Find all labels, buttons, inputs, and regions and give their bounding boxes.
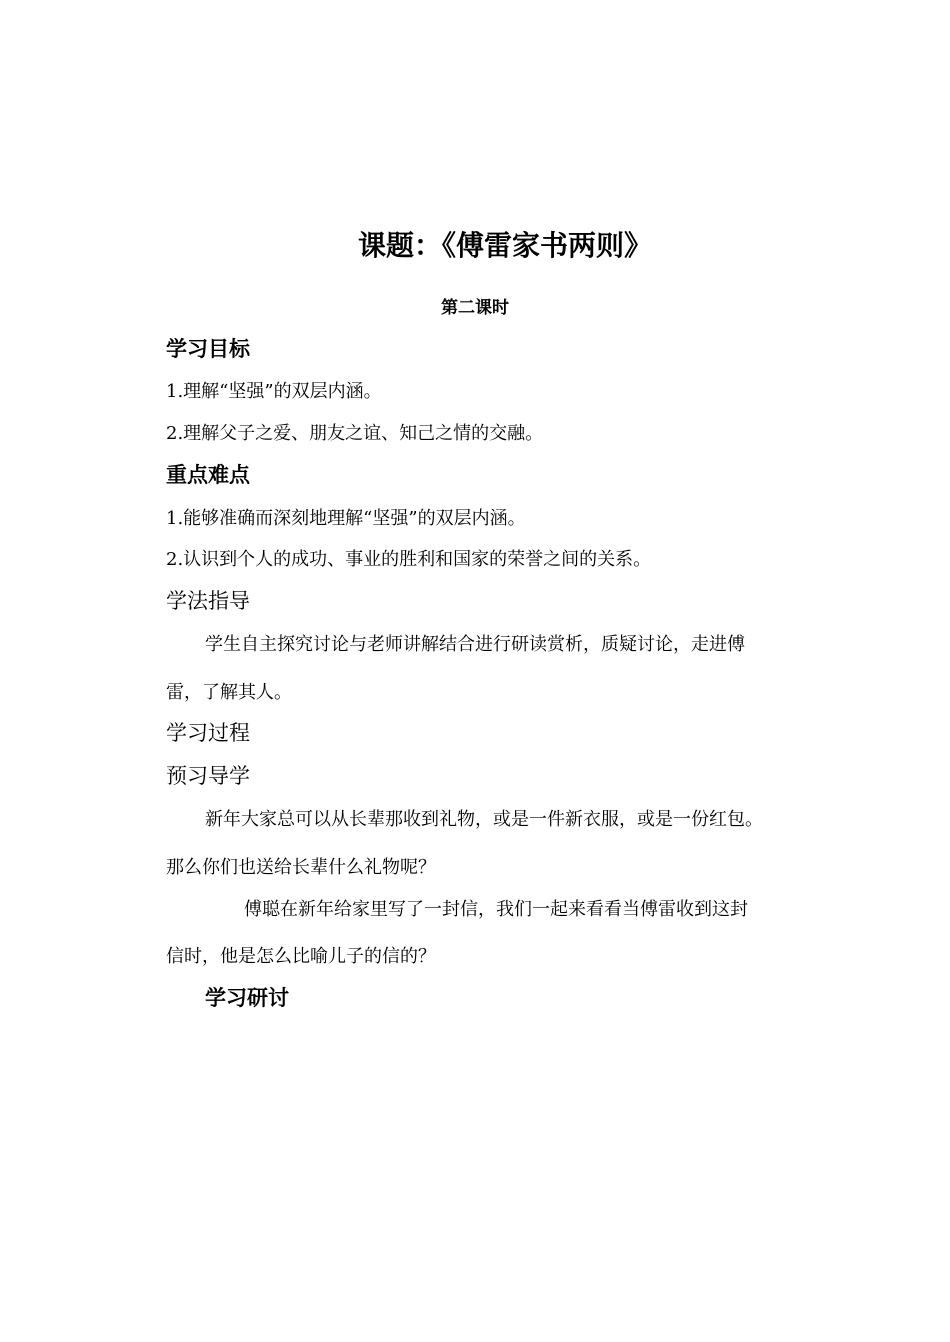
key-point-item-2: 2.认识到个人的成功、事业的胜利和国家的荣誉之间的关系。 — [166, 549, 652, 570]
goal-item-1: 1.理解“坚强”的双层内涵。 — [166, 381, 382, 402]
preview-paragraph1-line-2: 那么你们也送给长辈什么礼物呢？ — [166, 857, 436, 878]
method-paragraph-line-1: 学生自主探究讨论与老师讲解结合进行研读赏析，质疑讨论，走进傅 — [205, 634, 745, 655]
section-heading-process: 学习过程 — [166, 721, 250, 745]
goal-item-2: 2.理解父子之爱、朋友之谊、知己之情的交融。 — [166, 423, 544, 444]
preview-paragraph2-line-2: 信时，他是怎么比喻儿子的信的？ — [166, 946, 436, 967]
section-heading-preview: 预习导学 — [166, 764, 250, 788]
document-title: 课题：《傅雷家书两则》 — [358, 229, 653, 262]
preview-paragraph2-line-1: 傅聪在新年给家里写了一封信，我们一起来看看当傅雷收到这封 — [244, 899, 748, 920]
section-heading-goals: 学习目标 — [166, 337, 250, 361]
lesson-period: 第二课时 — [441, 298, 509, 318]
section-heading-key-points: 重点难点 — [166, 463, 250, 487]
preview-paragraph1-line-1: 新年大家总可以从长辈那收到礼物，或是一件新衣服，或是一份红包。 — [205, 809, 763, 830]
section-heading-study: 学习研讨 — [205, 986, 289, 1010]
section-heading-method: 学法指导 — [166, 589, 250, 613]
key-point-item-1: 1.能够准确而深刻地理解“坚强”的双层内涵。 — [166, 508, 526, 529]
method-paragraph-line-2: 雷，了解其人。 — [166, 682, 292, 703]
